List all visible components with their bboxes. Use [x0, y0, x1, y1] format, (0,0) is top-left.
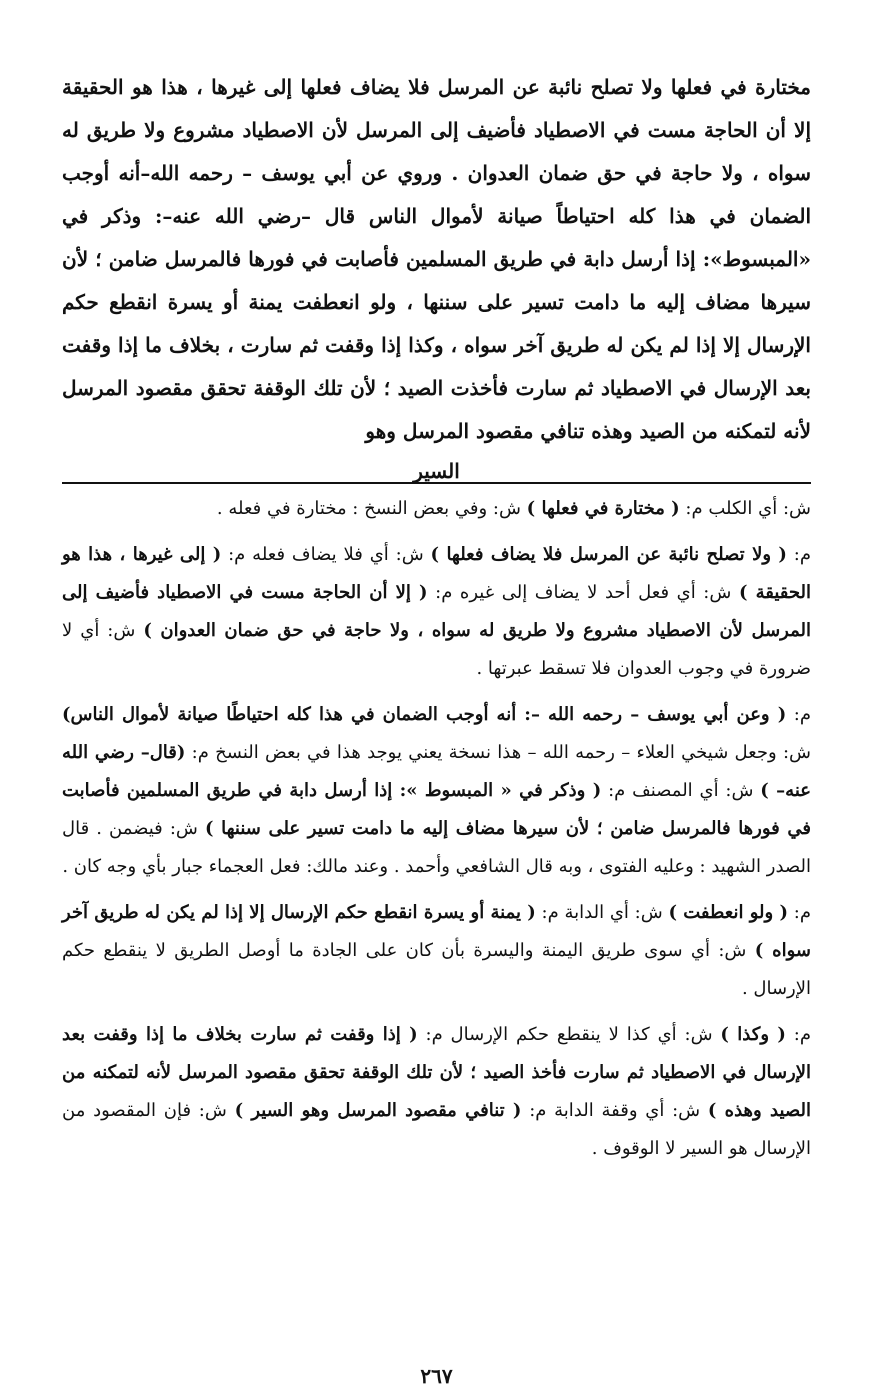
page-number: ٢٦٧	[420, 1364, 453, 1388]
commentary-paragraph	[62, 1016, 811, 1168]
commentary-text: م:	[786, 704, 812, 725]
commentary-text: ش: أي فعل أحد لا يضاف إلى غيره م:	[427, 582, 739, 603]
commentary-text: ش: أي وقفة الدابة م:	[521, 1100, 708, 1121]
commentary-text: ش: أي المصنف م:	[601, 780, 761, 801]
commentary-text: ش: فيضمن . قال الصدر الشهيد : وعليه الفتوى ، وبه قال الشافعي وأحمد . وعند مالك: فعل العجماء جبار بأي وجه كان .	[62, 818, 811, 877]
commentary-text: م:	[788, 902, 811, 923]
quoted-matn: ( إلى غيرها ، هذا هو الحقيقة )	[62, 544, 811, 603]
commentary-text: ش: أي لا ضرورة في وجوب العدوان فلا تسقط عبرتها .	[62, 620, 811, 679]
commentary-text: ش: أي سوى طريق اليمنة واليسرة بأن كان على الجادة ما أوصل الطريق لا ينقطع حكم الإرسال .	[62, 940, 811, 999]
commentary-text: ش: أي الكلب م:	[679, 498, 811, 519]
commentary-text: ش: وجعل شيخي العلاء – رحمه الله – هذا نسخة يعني يوجد هذا في بعض النسخ م:	[185, 742, 811, 763]
quoted-matn: ( وذكر في « المبسوط »: إذا أرسل دابة في طريق المسلمين فأصابت في فورها فالمرسل ضامن ؛ لأن سيرها مضاف إليه ما دامت تسير على سننها )	[62, 780, 811, 839]
quoted-matn: ( إلا أن الحاجة مست في الاصطياد فأضيف إلى المرسل لأن الاصطياد مشروع ولا طريق له سواه ، ولا حاجة في حق ضمان العدوان )	[62, 582, 812, 641]
quoted-matn: ( تنافي مقصود المرسل وهو السير )	[234, 1100, 522, 1121]
commentary-text: ش: فإن المقصود من الإرسال هو السير لا الوقوف .	[62, 1100, 811, 1159]
commentary-text: ش: أي كذا لا ينقطع حكم الإرسال م:	[417, 1024, 721, 1045]
quoted-matn: ( إذا وقفت ثم سارت بخلاف ما إذا وقفت بعد الإرسال في الاصطياد ثم سارت فأخذ الصيد ؛ لأن تلك الوقفة تحقق مقصود المرسل لأنه لتمكنه من الصيد وهذه )	[62, 1024, 811, 1121]
commentary-text: ش: أي فلا يضاف فعله م:	[221, 544, 431, 565]
quoted-matn: (قال– رضي الله عنه– )	[62, 742, 812, 801]
main-text-last-word: السير	[413, 459, 460, 483]
separator-line	[62, 482, 811, 484]
commentary-text: م:	[785, 1024, 811, 1045]
commentary-paragraph	[62, 894, 811, 1008]
main-text-body: مختارة في فعلها ولا تصلح نائبة عن المرسل فلا يضاف فعلها إلى غيرها ، هذا هو الحقيقة إلا أن الحاجة مست في الاصطياد فأضيف إلى المرسل لأن الاصطياد مشروع ولا طريق له سواه ، ولا حاجة في حق ضمان العدوان . وروي عن أبي يوسف – رحمه الله–أنه أوجب الضمان في هذا كله احتياطاً صيانة لأموال الناس قال –رضي الله عنه–: وذكر في «المبسوط»: إذا أرسل دابة في طريق المسلمين فأصابت في فورها فالمرسل ضامن ؛ لأن سيرها مضاف إليه ما دامت تسير على سننها ، ولو انعطفت يمنة أو يسرة انقطع حكم الإرسال إلا إذا لم يكن له طريق آخر سواه ، وكذا إذا وقفت ثم سارت ، بخلاف ما إذا وقفت بعد الإرسال في الاصطياد ثم سارت فأخذت الصيد ؛ لأن تلك الوقفة تحقق مقصود المرسل لأنه لتمكنه من الصيد وهذه تنافي مقصود المرسل وهو	[62, 75, 811, 443]
quoted-matn: ( وعن أبي يوسف – رحمه الله –: أنه أوجب الضمان في هذا كله احتياطًا صيانة لأموال الناس)	[62, 704, 787, 725]
quoted-matn: ( ولا تصلح نائبة عن المرسل فلا يضاف فعلها )	[430, 544, 787, 565]
quoted-matn: ( ولو انعطفت )	[668, 902, 789, 923]
commentary-paragraph	[62, 536, 811, 688]
commentary-paragraph	[62, 490, 811, 528]
commentary-paragraph	[62, 696, 811, 886]
commentary-text: م:	[786, 544, 811, 565]
commentary-text: ش: وفي بعض النسخ : مختارة في فعله .	[216, 498, 527, 519]
commentary-text: ش: أي الدابة م:	[535, 902, 669, 923]
quoted-matn: ( مختارة في فعلها )	[526, 498, 680, 519]
document-page	[62, 66, 812, 1388]
commentary-section	[62, 490, 811, 1176]
quoted-matn: ( يمنة أو يسرة انقطع حكم الإرسال إلا إذا لم يكن له طريق آخر سواه )	[62, 902, 811, 961]
quoted-matn: ( وكذا )	[720, 1024, 786, 1045]
